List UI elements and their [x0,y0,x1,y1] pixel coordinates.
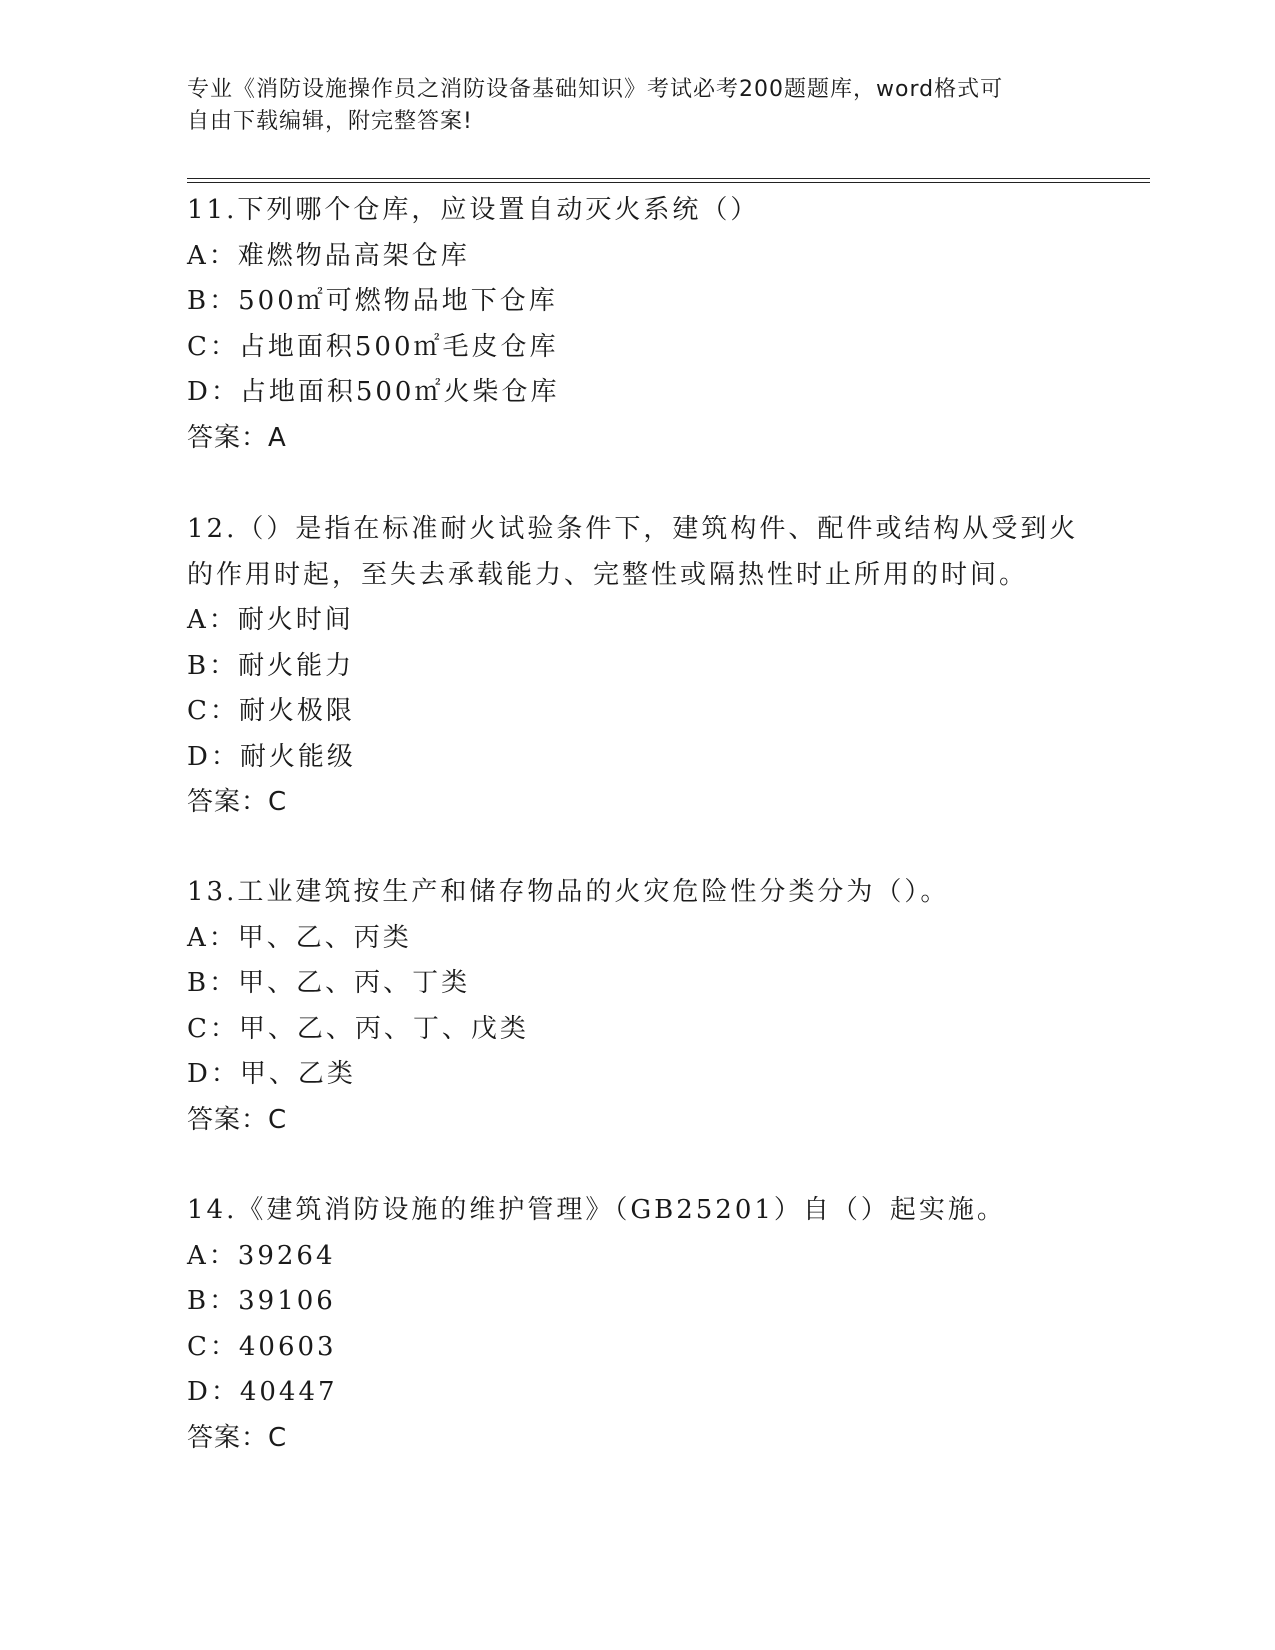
option-d: D：40447 [187,1377,338,1407]
option-b: B：甲、乙、丙、丁类 [187,968,471,998]
question-stem: 13.工业建筑按生产和储存物品的火灾危险性分类分为（）。 [187,877,950,907]
answer-text: 答案：C [187,1104,288,1135]
option-b: B：耐火能力 [187,650,355,681]
option-a: A：甲、乙、丙类 [187,922,412,953]
option-d: D：耐火能级 [187,741,356,772]
option-c: C：耐火极限 [187,696,355,726]
document-header [187,74,1067,138]
option-a: A：难燃物品高架仓库 [187,240,470,271]
answer-text: 答案：C [187,787,288,817]
question-stem-line-1: 12.（）是指在标准耐火试验条件下，建筑构件、配件或结构从受到火 [187,514,1079,544]
question-stem: 11.下列哪个仓库，应设置自动灭火系统（） [187,195,760,225]
answer-text: 答案：A [187,422,287,453]
question-13 [187,870,1087,1143]
question-12 [187,507,1087,826]
option-b: B：500㎡可燃物品地下仓库 [187,286,558,316]
question-11 [187,188,1087,461]
option-c: C：40603 [187,1331,337,1362]
option-d: D：甲、乙类 [187,1059,356,1089]
option-b: B：39106 [187,1286,336,1316]
answer-text: 答案：C [187,1422,288,1453]
option-a: A：耐火时间 [187,605,354,635]
question-stem-line-2: 的作用时起，至失去承载能力、完整性或隔热性时止所用的时间。 [187,559,1029,590]
option-c: C：占地面积500㎡毛皮仓库 [187,331,559,362]
header-divider-top [187,178,1150,179]
question-stem: 14.《建筑消防设施的维护管理》（GB25201）自（）起实施。 [187,1195,1006,1225]
question-14 [187,1188,1087,1461]
option-c: C：甲、乙、丙、丁、戊类 [187,1013,529,1044]
header-line-1: 专业《消防设施操作员之消防设备基础知识》考试必考200题题库，word格式可 [187,77,1004,102]
header-divider-bottom [187,182,1150,183]
header-line-2: 自由下载编辑，附完整答案! [187,109,473,134]
option-d: D：占地面积500㎡火柴仓库 [187,377,560,407]
option-a: A：39264 [187,1240,336,1271]
